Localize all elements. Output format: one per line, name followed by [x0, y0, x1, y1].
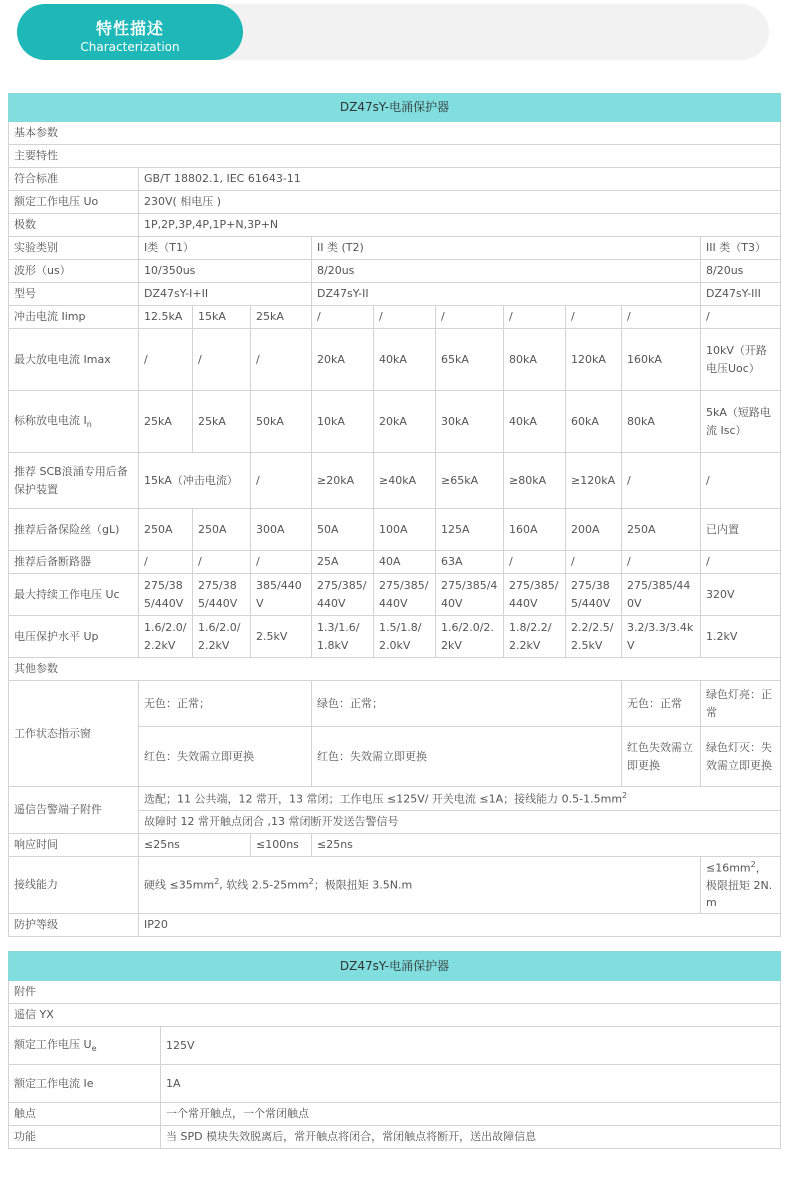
cell: / — [622, 306, 701, 329]
table-row — [9, 1126, 781, 1149]
cell: 15kA — [193, 306, 251, 329]
cell — [139, 787, 781, 811]
table-row — [9, 1004, 781, 1027]
cell: 275/385/440V — [139, 574, 193, 616]
table-row — [9, 191, 781, 214]
table-row — [9, 145, 781, 168]
cell: 25kA — [251, 306, 312, 329]
cell: 275/385/440V — [193, 574, 251, 616]
cell: / — [251, 329, 312, 391]
cell: 1.8/2.2/2.2kV — [504, 616, 566, 658]
cell: 绿色：正常； — [312, 681, 622, 727]
cell: II 类 (T2) — [312, 237, 701, 260]
cell: / — [622, 453, 701, 509]
remote-line1: 选配；11 公共端，12 常开，13 常闭；工作电压 ≤125V/ 开关电流 ≤1A；接线能力 0.5-1.5mm — [144, 792, 623, 806]
cell: 红色：失效需立即更换 — [312, 727, 622, 787]
cell: / — [251, 453, 312, 509]
cell: 10kA — [312, 391, 374, 453]
row-label: 工作状态指示窗 — [9, 681, 139, 787]
cell: IP20 — [139, 913, 781, 936]
table-header-row — [9, 94, 781, 122]
cell: 230V( 相电压 ) — [139, 191, 781, 214]
cell: 125A — [436, 509, 504, 551]
cell: / — [566, 551, 622, 574]
cell: 20kA — [374, 391, 436, 453]
table-row — [9, 834, 781, 857]
row-label: 最大放电电流 Imax — [9, 329, 139, 391]
table-row — [9, 1103, 781, 1126]
superscript: 2 — [214, 877, 220, 887]
cell: / — [701, 551, 781, 574]
text: ≤16mm — [706, 861, 751, 875]
cell: / — [374, 306, 436, 329]
cell: 63A — [436, 551, 504, 574]
row-label: 遥信告警端子附件 — [9, 787, 139, 834]
table-row — [9, 453, 781, 509]
cell: / — [566, 306, 622, 329]
spec-table-accessory — [8, 951, 781, 1149]
cell: GB/T 18802.1, IEC 61643-11 — [139, 168, 781, 191]
row-label: 电压保护水平 Up — [9, 616, 139, 658]
cell: 无色：正常 — [622, 681, 701, 727]
row-label: 功能 — [9, 1126, 161, 1149]
cell: 65kA — [436, 329, 504, 391]
cell: 80kA — [622, 391, 701, 453]
table-row — [9, 574, 781, 616]
row-label: 接线能力 — [9, 857, 139, 914]
cell: 红色失效需立即更换 — [622, 727, 701, 787]
table-row — [9, 509, 781, 551]
cell: / — [193, 551, 251, 574]
cell: 25kA — [139, 391, 193, 453]
row-label: 波形（us） — [9, 260, 139, 283]
cell: 8/20us — [701, 260, 781, 283]
cell: 275/385/440V — [436, 574, 504, 616]
cell: 275/385/440V — [374, 574, 436, 616]
cell: 1.2kV — [701, 616, 781, 658]
cell: 10/350us — [139, 260, 312, 283]
cell: ≤100ns — [251, 834, 312, 857]
table-title: DZ47sY-电涌保护器 — [9, 94, 781, 122]
row-label: 推荐后备断路器 — [9, 551, 139, 574]
cell: 275/385/440V — [504, 574, 566, 616]
spec-table-main — [8, 93, 781, 937]
table-row — [9, 122, 781, 145]
cell: / — [504, 306, 566, 329]
cell: 15kA（冲击电流） — [139, 453, 251, 509]
cell: / — [193, 329, 251, 391]
cell: 1.6/2.0/2.2kV — [139, 616, 193, 658]
table-row — [9, 168, 781, 191]
table-row — [9, 857, 781, 914]
superscript: 2 — [750, 860, 756, 869]
cell: 20kA — [312, 329, 374, 391]
cell: ≥20kA — [312, 453, 374, 509]
cell: 275/385/440V — [566, 574, 622, 616]
cell: 300A — [251, 509, 312, 551]
cell: 故障时 12 常开触点闭合 ,13 常闭断开发送告警信号 — [139, 811, 781, 834]
row-label: 额定工作电压 Uo — [9, 191, 139, 214]
cell — [139, 857, 701, 914]
row-label: 推荐后备保险丝（gL) — [9, 509, 139, 551]
cell: 已内置 — [701, 509, 781, 551]
cell: 1P,2P,3P,4P,1P+N,3P+N — [139, 214, 781, 237]
cell: / — [701, 453, 781, 509]
cell: 当 SPD 模块失效脱离后，常开触点将闭合，常闭触点将断开，送出故障信息 — [161, 1126, 781, 1149]
label-subscript: e — [91, 1043, 97, 1053]
cell: DZ47sY-III — [701, 283, 781, 306]
cell: 200A — [566, 509, 622, 551]
row-label: 推荐 SCB浪涌专用后备保护装置 — [9, 453, 139, 509]
text: ；极限扭矩 3.5N.m — [313, 878, 413, 892]
cell: ≥65kA — [436, 453, 504, 509]
cell: 绿色灯灭：失效需立即更换 — [701, 727, 781, 787]
main-features-heading: 主要特性 — [9, 145, 781, 168]
row-label: 实验类别 — [9, 237, 139, 260]
section-title-pill — [17, 4, 243, 60]
table-row — [9, 237, 781, 260]
label-text: 额定工作电压 U — [14, 1037, 92, 1051]
cell: 250A — [193, 509, 251, 551]
cell: 25A — [312, 551, 374, 574]
cell: / — [504, 551, 566, 574]
cell: 绿色灯亮：正常 — [701, 681, 781, 727]
cell: 250A — [139, 509, 193, 551]
cell: / — [251, 551, 312, 574]
cell: 无色：正常； — [139, 681, 312, 727]
row-label: 型号 — [9, 283, 139, 306]
cell: 100A — [374, 509, 436, 551]
cell: / — [622, 551, 701, 574]
cell: 320V — [701, 574, 781, 616]
section-subtitle: Characterization — [80, 40, 180, 54]
cell: / — [436, 306, 504, 329]
section-title: 特性描述 — [95, 19, 164, 38]
label-text: 标称放电电流 I — [14, 413, 87, 427]
cell: 1A — [161, 1065, 781, 1103]
table-row — [9, 913, 781, 936]
cell: 8/20us — [312, 260, 701, 283]
table-row — [9, 551, 781, 574]
label-subscript: n — [86, 419, 92, 429]
text: ，极限扭矩 2N.m — [706, 861, 773, 909]
cell: 1.6/2.0/2.2kV — [193, 616, 251, 658]
cell: 125V — [161, 1027, 781, 1065]
row-label: 符合标准 — [9, 168, 139, 191]
table-row — [9, 306, 781, 329]
superscript: 2 — [308, 877, 314, 887]
cell: 275/385/440V — [622, 574, 701, 616]
cell: ≥40kA — [374, 453, 436, 509]
cell: ≤25ns — [312, 834, 781, 857]
cell: 红色：失效需立即更换 — [139, 727, 312, 787]
cell: 5kA（短路电流 Isc） — [701, 391, 781, 453]
cell: 385/440V — [251, 574, 312, 616]
cell: 40kA — [504, 391, 566, 453]
cell: 40A — [374, 551, 436, 574]
cell: 1.3/1.6/1.8kV — [312, 616, 374, 658]
table-row — [9, 283, 781, 306]
cell: 275/385/440V — [312, 574, 374, 616]
row-label: 极数 — [9, 214, 139, 237]
row-label: 额定工作电流 Ie — [9, 1065, 161, 1103]
cell: ≥120kA — [566, 453, 622, 509]
cell: 1.5/1.8/2.0kV — [374, 616, 436, 658]
cell: 160A — [504, 509, 566, 551]
cell: 10kV（开路电压Uoc） — [701, 329, 781, 391]
cell: / — [701, 306, 781, 329]
cell: 一个常开触点，一个常闭触点 — [161, 1103, 781, 1126]
cell: 25kA — [193, 391, 251, 453]
table-row — [9, 616, 781, 658]
cell: 1.6/2.0/2.2kV — [436, 616, 504, 658]
row-label: 触点 — [9, 1103, 161, 1126]
cell: 120kA — [566, 329, 622, 391]
cell: DZ47sY-II — [312, 283, 701, 306]
table-row — [9, 981, 781, 1004]
cell: DZ47sY-I+II — [139, 283, 312, 306]
row-label: 响应时间 — [9, 834, 139, 857]
table-row — [9, 260, 781, 283]
table-row — [9, 787, 781, 811]
table-row — [9, 391, 781, 453]
section-banner — [17, 4, 769, 60]
basic-params-heading: 基本参数 — [9, 122, 781, 145]
cell: 60kA — [566, 391, 622, 453]
cell: 2.5kV — [251, 616, 312, 658]
cell: 80kA — [504, 329, 566, 391]
cell: I类（T1） — [139, 237, 312, 260]
row-label — [9, 391, 139, 453]
row-label: 冲击电流 Iimp — [9, 306, 139, 329]
table-row — [9, 1027, 781, 1065]
cell: ≥80kA — [504, 453, 566, 509]
table-row — [9, 214, 781, 237]
other-params-heading: 其他参数 — [9, 658, 781, 681]
text: 硬线 ≤35mm — [144, 878, 215, 892]
cell: 12.5kA — [139, 306, 193, 329]
table-row — [9, 658, 781, 681]
cell: 30kA — [436, 391, 504, 453]
cell: 3.2/3.3/3.4kV — [622, 616, 701, 658]
cell: / — [312, 306, 374, 329]
cell: / — [139, 329, 193, 391]
table-row — [9, 681, 781, 727]
cell: 250A — [622, 509, 701, 551]
text: , 软线 2.5-25mm — [219, 878, 309, 892]
cell: 50kA — [251, 391, 312, 453]
cell: 2.2/2.5/2.5kV — [566, 616, 622, 658]
cell: 50A — [312, 509, 374, 551]
table-header-row — [9, 952, 781, 981]
remote-yx-heading: 遥信 YX — [9, 1004, 781, 1027]
cell: / — [139, 551, 193, 574]
cell: III 类（T3） — [701, 237, 781, 260]
cell — [701, 857, 781, 914]
cell: 160kA — [622, 329, 701, 391]
cell: ≤25ns — [139, 834, 251, 857]
row-label: 最大持续工作电压 Uc — [9, 574, 139, 616]
row-label — [9, 1027, 161, 1065]
table-row — [9, 1065, 781, 1103]
accessory-heading: 附件 — [9, 981, 781, 1004]
table-title: DZ47sY-电涌保护器 — [9, 952, 781, 981]
table-row — [9, 329, 781, 391]
cell: 40kA — [374, 329, 436, 391]
row-label: 防护等级 — [9, 913, 139, 936]
superscript: 2 — [622, 790, 628, 800]
